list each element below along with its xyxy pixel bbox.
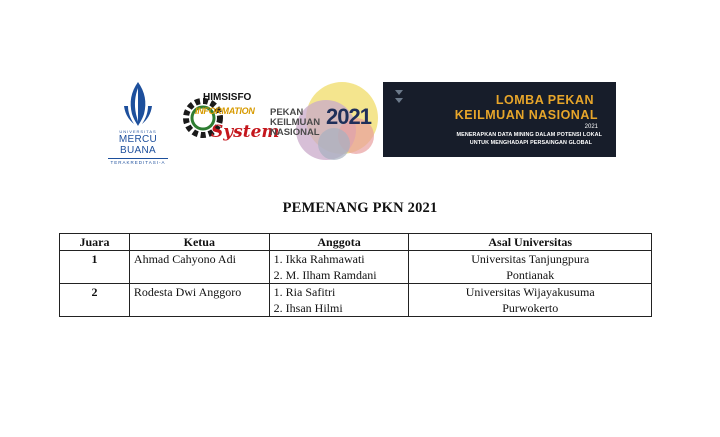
banner-subtitle-2: UNTUK MENGHADAPI PERSAINGAN GLOBAL [469, 140, 592, 146]
logo-strip [0, 76, 720, 168]
university-name: Universitas Tanjungpura [471, 252, 590, 266]
banner-subtitle-1: MENERAPKAN DATA MINING DALAM POTENSI LOKAL [456, 132, 602, 138]
mercu-buana-accreditation: TERAKREDITASI-A [108, 158, 168, 165]
university-name: Universitas Wijayakusuma [465, 285, 595, 299]
header-juara: Juara [60, 234, 130, 251]
mercu-buana-logo [102, 80, 174, 164]
pkn-line3: NASIONAL [270, 127, 320, 138]
table-row [60, 251, 652, 284]
banner-year: 2021 [584, 124, 598, 130]
mercu-buana-emblem-icon [121, 80, 155, 128]
mercu-buana-top-text: UNIVERSITAS [119, 129, 157, 134]
member-1: 1. Ikka Rahmawati [273, 252, 365, 266]
pkn-year: 2021 [326, 104, 371, 129]
triangle-icon [395, 98, 403, 103]
cell-universitas [409, 284, 652, 317]
himsisfo-title: HIMSISFO [203, 92, 252, 103]
pkn-text [270, 108, 320, 138]
cell-juara: 2 [60, 284, 130, 317]
cell-anggota [269, 251, 409, 284]
pkn-logo [264, 78, 382, 160]
university-city: Purwokerto [502, 301, 559, 315]
table-row [60, 284, 652, 317]
mercu-buana-name: MERCU BUANA [118, 134, 158, 156]
cell-ketua: Rodesta Dwi Anggoro [129, 284, 269, 317]
banner-line2: KEILMUAN NASIONAL [454, 108, 598, 122]
university-city: Pontianak [506, 268, 555, 282]
winners-table [59, 233, 652, 317]
himsisfo-information: INFORMATION [195, 106, 255, 116]
member-2: 2. Ihsan Hilmi [273, 301, 343, 315]
triangle-icon [395, 90, 403, 95]
cell-anggota [269, 284, 409, 317]
header-anggota: Anggota [269, 234, 409, 251]
header-asal-universitas: Asal Universitas [409, 234, 652, 251]
cell-ketua: Ahmad Cahyono Adi [129, 251, 269, 284]
table-header-row [60, 234, 652, 251]
himsisfo-system: System [211, 122, 280, 142]
banner-line1: LOMBA PEKAN [495, 93, 594, 107]
header-ketua: Ketua [129, 234, 269, 251]
himsisfo-logo [181, 86, 280, 156]
document-title: PEMENANG PKN 2021 [282, 200, 438, 216]
member-2: 2. M. Ilham Ramdani [273, 268, 377, 282]
cell-universitas [409, 251, 652, 284]
member-1: 1. Ria Safitri [273, 285, 336, 299]
pkn-line1: PEKAN [270, 107, 304, 118]
pkn-line2: KEILMUAN [270, 117, 321, 128]
cell-juara: 1 [60, 251, 130, 284]
event-banner [383, 82, 616, 157]
